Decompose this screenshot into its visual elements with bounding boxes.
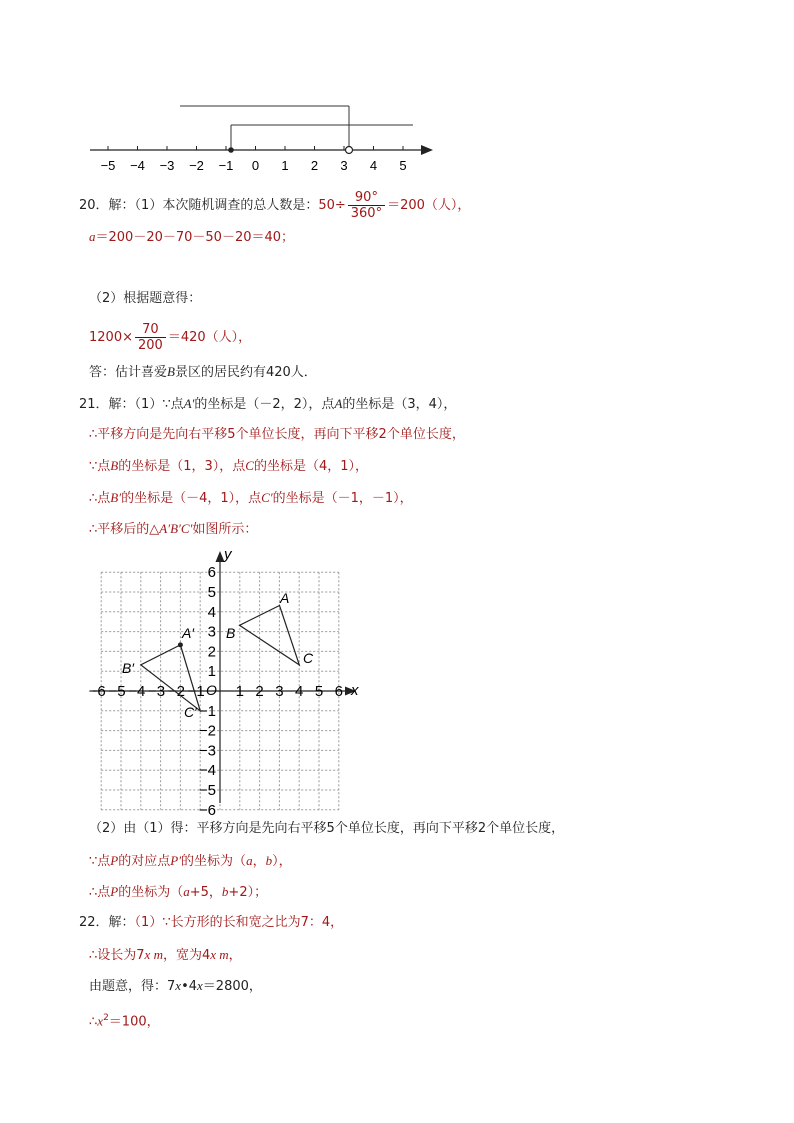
q20-line1	[79, 190, 470, 221]
q21-p2c4: a	[183, 884, 190, 899]
x-tick-label: 4	[295, 683, 304, 700]
q20-p2-den: 200	[137, 338, 163, 353]
q20-a-expr: ＝200－20－70－50－20＝40；	[95, 230, 295, 245]
q22-l2a: ∴设长为7	[89, 948, 145, 963]
triangle-a1b1c1	[141, 645, 200, 711]
q21-p2b9: ），	[272, 854, 292, 869]
number-line-tick-label: −1	[218, 158, 234, 173]
x-tick-label: −4	[128, 683, 146, 700]
label-c1: C′	[184, 704, 197, 720]
number-line-tick-label: 0	[251, 158, 260, 173]
q20-p2-title-text: （2）根据题意得：	[89, 291, 202, 306]
q21-l2: ∴平移方向是先向右平移5个单位长度，再向下平移2个单位长度，	[89, 427, 465, 442]
y-tick-label: 1	[207, 663, 216, 681]
q21-p2c7: +2）；	[228, 885, 268, 900]
q21-p2a: （2）由（1）得：平移方向是先向右平移5个单位长度，再向下平移2个单位长度，	[89, 821, 565, 836]
x-tick-label: −6	[88, 683, 106, 700]
q21-l3b: B	[110, 458, 119, 473]
axis-label-x: x	[351, 682, 359, 699]
q21-l4a: ∴点	[89, 491, 111, 506]
y-tick-label: −6	[198, 801, 216, 819]
q20-a-var: a	[89, 229, 96, 244]
q21-l1a: （1）∵点	[134, 397, 184, 412]
y-tick-label: 6	[207, 564, 216, 582]
q21-line3	[89, 457, 368, 476]
q21-p2c2: P	[110, 884, 119, 899]
label-b1: B′	[122, 660, 134, 676]
q21-p2c5: +5，	[189, 885, 222, 900]
x-tick-label: 3	[275, 683, 284, 700]
q22-l4b: x	[97, 1013, 104, 1029]
q20-a-line	[89, 228, 294, 247]
q20-p2-fraction	[135, 322, 166, 353]
q22-label: 22．解：	[79, 915, 135, 930]
q21-p2b6: a	[246, 853, 253, 868]
q22-l3a: 由题意，得：7	[89, 979, 176, 994]
q20-fraction	[348, 190, 385, 221]
q22-l2e: ，	[228, 948, 242, 963]
q20-answer-prefix: 答：估计喜爱	[89, 365, 168, 380]
q21-p2b7: ，	[252, 854, 266, 869]
q21-p2c6: b	[221, 884, 229, 899]
arrow-head-icon	[421, 145, 433, 155]
number-line-tick-label: −4	[130, 158, 145, 173]
point-a1-dot	[178, 642, 183, 647]
triangle-abc	[240, 606, 300, 665]
q20-p2-expr	[89, 322, 251, 353]
q21-l5c: 如图所示：	[192, 522, 258, 537]
q21-line5	[89, 520, 257, 539]
q20-p2-result: ＝420（人），	[167, 330, 252, 345]
q22-l4-sup: 2	[103, 1013, 109, 1023]
q22-l1: （1）∵长方形的长和宽之比为7：4，	[134, 915, 344, 930]
y-tick-label: 5	[207, 584, 216, 601]
y-tick-label: −2	[198, 722, 216, 740]
x-tick-label: 5	[314, 683, 324, 700]
x-tick-label: 1	[235, 683, 244, 700]
q22-l2b: x m	[144, 947, 163, 962]
q21-l5a: ∴平移后的△	[89, 522, 160, 537]
q21-p2-line2	[89, 852, 292, 871]
q21-l3d: C	[245, 458, 254, 473]
q20-answer-suffix: 景区的居民约有420人．	[174, 365, 317, 380]
q22-l4a: ∴	[89, 1014, 98, 1030]
y-tick-label: −3	[198, 742, 216, 760]
label-a1: A′	[182, 625, 194, 641]
q21-l1d: A	[334, 396, 343, 411]
q20-p2-num: 70	[135, 322, 166, 338]
q21-line4	[89, 489, 413, 508]
q22-line1	[79, 914, 343, 932]
q22-l3b: x	[175, 978, 182, 993]
q21-p2b2: P	[110, 853, 119, 868]
x-tick-label: −1	[187, 683, 205, 700]
number-line-tick-label: 4	[369, 158, 378, 173]
label-c: C	[303, 650, 314, 666]
number-line-tick-label: −2	[189, 158, 204, 173]
q20-p2-start: 1200×	[89, 330, 133, 345]
origin-label: O	[206, 682, 217, 698]
axis-label-y: y	[224, 546, 232, 563]
number-line-tick-label: −5	[100, 158, 116, 173]
q20-expr-start: 50÷	[318, 198, 346, 213]
x-tick-label: 6	[334, 683, 343, 700]
q22-l3d: x	[197, 978, 203, 993]
q21-l1b: A′	[183, 396, 195, 411]
label-b: B	[226, 625, 236, 641]
q22-l4c: ＝100，	[108, 1014, 160, 1030]
number-line-tick-label: 1	[281, 158, 289, 173]
q21-line2	[89, 426, 465, 444]
q21-l3c: 的坐标是（1，3），点	[118, 459, 246, 474]
open-point-3	[346, 147, 353, 154]
q21-p2c3: 的坐标为（	[118, 885, 184, 900]
q22-l2c: ，宽为4	[162, 948, 211, 963]
q20-frac-den: 360°	[350, 206, 383, 221]
q21-p2-line1	[89, 820, 564, 838]
y-tick-label: −1	[198, 702, 216, 720]
q21-l4b: B′	[110, 490, 122, 505]
q21-p2b5: 的坐标为（	[181, 854, 247, 869]
y-tick-label: 4	[207, 603, 216, 621]
q21-l3a: ∵点	[89, 459, 111, 474]
q21-p2b3: 的对应点	[118, 854, 171, 869]
q21-p2b1: ∵点	[89, 854, 111, 869]
q22-line3	[89, 977, 262, 996]
y-tick-label: 3	[207, 623, 216, 641]
q20-result: ＝200（人），	[387, 198, 471, 213]
q21-l4e: 的坐标是（－1，－1），	[272, 491, 413, 506]
q22-line4	[89, 1009, 160, 1031]
number-line-tick-label: 5	[399, 158, 407, 173]
q21-p2b8: b	[265, 853, 273, 868]
q20-p1-text: （1）本次随机调查的总人数是：	[134, 198, 319, 213]
q22-line2	[89, 946, 242, 965]
filled-point-minus-1	[228, 147, 234, 153]
q20-answer	[89, 363, 317, 382]
y-tick-label: −4	[198, 762, 216, 780]
q21-p2c1: ∴点	[89, 885, 111, 900]
label-a: A	[280, 590, 290, 606]
coordinate-grid-figure	[88, 545, 378, 819]
number-line-tick-label: 2	[310, 158, 319, 173]
q21-l3e: 的坐标是（4，1），	[253, 459, 368, 474]
q21-label: 21．解：	[79, 397, 135, 412]
q20-frac-num: 90°	[348, 190, 385, 206]
y-tick-label: −5	[198, 782, 216, 799]
q22-l3c: •4	[181, 979, 198, 994]
q21-l4c: 的坐标是（－4，1），点	[121, 491, 262, 506]
x-tick-label: −3	[148, 683, 166, 700]
q21-line1	[79, 395, 456, 414]
x-tick-label: −2	[167, 683, 185, 700]
q22-l3e: ＝2800，	[202, 979, 262, 994]
q21-p2-line3	[89, 883, 267, 902]
q21-p2b4: P′	[170, 853, 182, 868]
number-line-tick-label: 3	[340, 158, 348, 173]
number-line-tick-label: −3	[159, 158, 175, 173]
q21-l1c: 的坐标是（－2，2），点	[194, 397, 335, 412]
number-line-figure	[85, 98, 445, 180]
q20-answer-var: B	[167, 364, 175, 379]
q20-p2-title	[89, 290, 201, 308]
q21-l1e: 的坐标是（3，4），	[342, 397, 457, 412]
x-tick-label: 2	[255, 683, 264, 700]
y-tick-label: 2	[207, 643, 216, 661]
x-tick-label: −5	[108, 683, 126, 700]
q21-l5b: A′B′C′	[159, 521, 193, 536]
q22-l2d: x m	[210, 947, 229, 962]
q21-l4d: C′	[261, 490, 273, 505]
q20-label: 20．解：	[79, 198, 135, 213]
